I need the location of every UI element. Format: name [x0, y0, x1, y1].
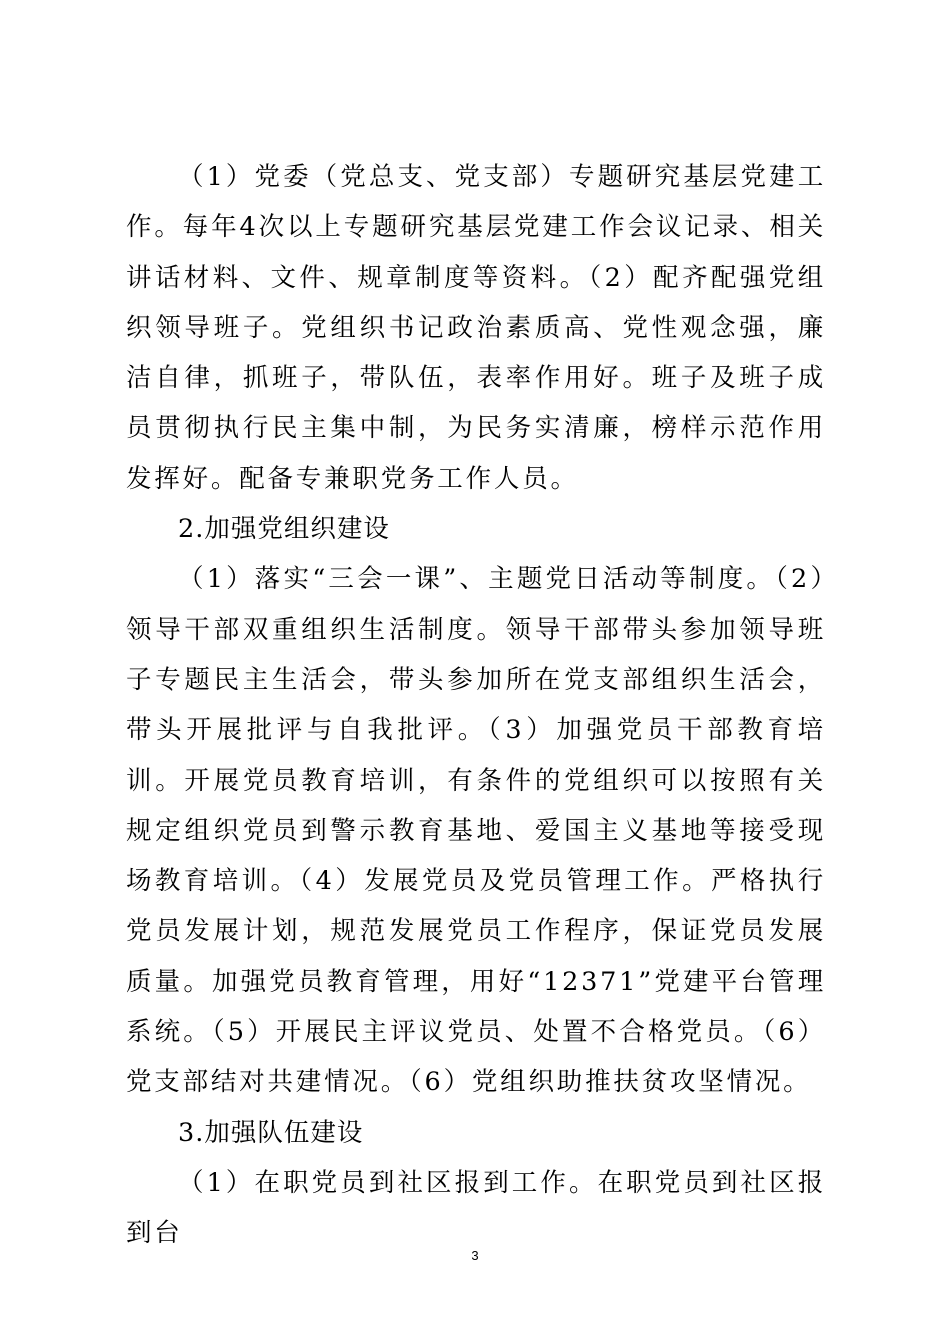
paragraph-party-organization-building: （1）落实“三会一课”、主题党日活动等制度。（2）领导干部双重组织生活制度。领导干部带头参加领导班子专题民主生活会，带头参加所在党支部组织生活会，带头开展批评与自我批评。（3）加强党员干部教育培训。开展党员教育培训，有条件的党组织可以按照有关规定组织党员到警示教育基地、爱国主义基地等接受现场教育培训。（4）发展党员及党员管理工作。严格执行党员发展计划，规范发展党员工作程序，保证党员发展质量。加强党员教育管理，用好“12371”党建平台管理系统。（5）开展民主评议党员、处置不合格党员。（6）党支部结对共建情况。（6）党组织助推扶贫攻坚情况。 [126, 564, 826, 1098]
paragraph-team-building: （1）在职党员到社区报到工作。在职党员到社区报到台 [126, 1167, 826, 1249]
document-body [126, 152, 826, 1259]
paragraph-party-committee-research: （1）党委（党总支、党支部）专题研究基层党建工作。每年4次以上专题研究基层党建工作会议记录、相关讲话材料、文件、规章制度等资料。（2）配齐配强党组织领导班子。党组织书记政治素质高、党性观念强，廉洁自律，抓班子，带队伍，表率作用好。班子及班子成员贯彻执行民主集中制，为民务实清廉，榜样示范作用发挥好。配备专兼职党务工作人员。 [126, 162, 826, 494]
heading-party-organization-building: 2.加强党组织建设 [178, 514, 390, 545]
page-number: 3 [471, 1248, 479, 1263]
heading-team-building: 3.加强队伍建设 [178, 1117, 364, 1148]
